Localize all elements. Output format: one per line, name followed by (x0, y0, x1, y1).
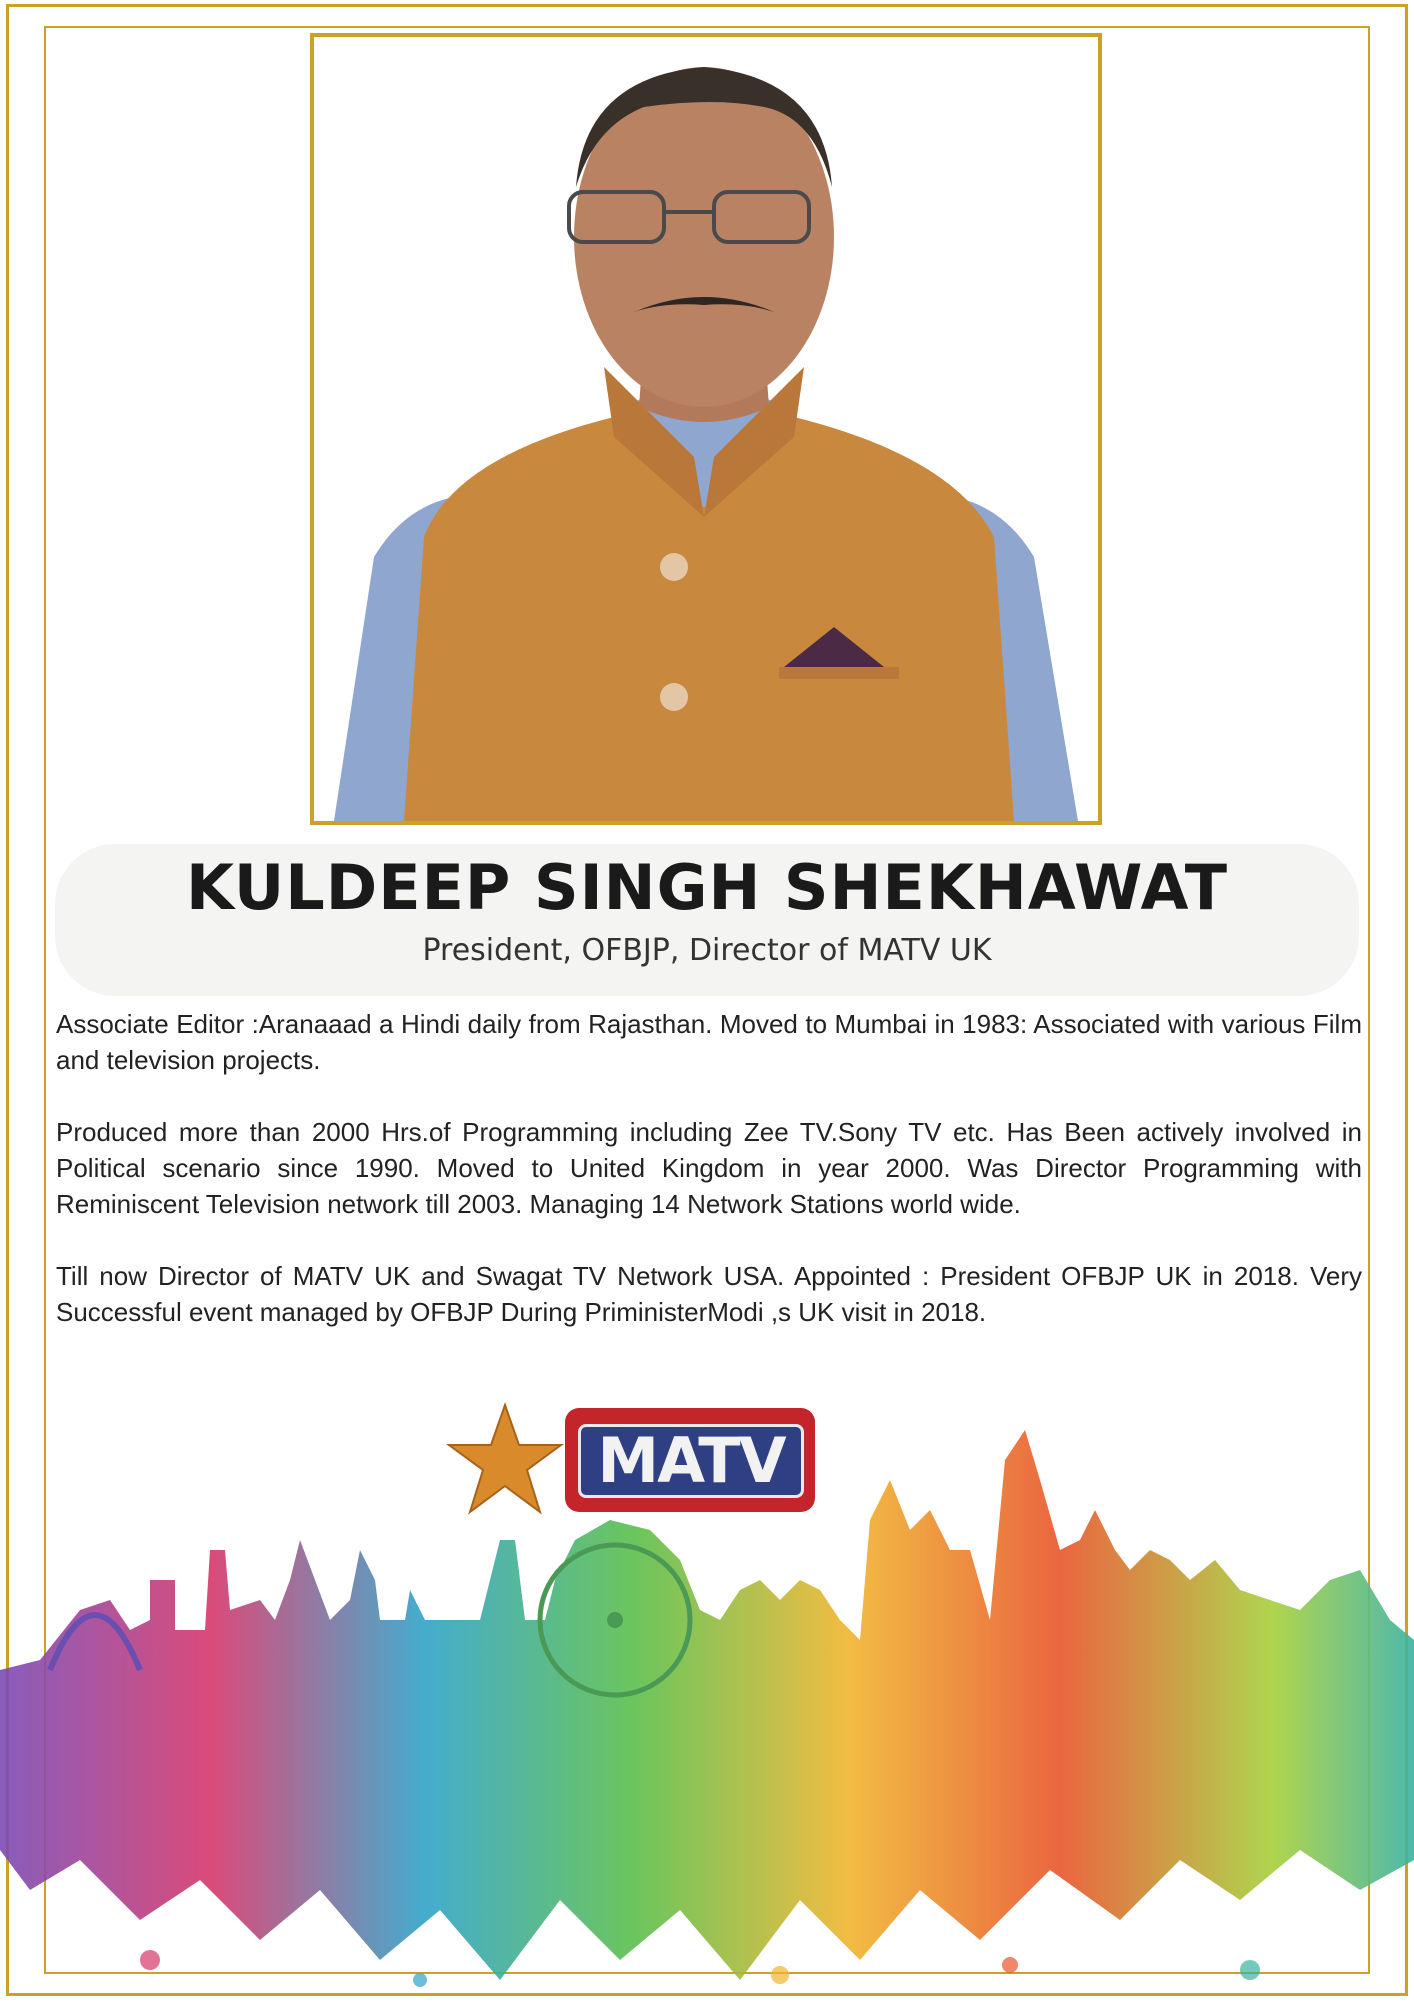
bio-paragraph-3: Till now Director of MATV UK and Swagat TV Network USA. Appointed : President OFBJP UK in 2018. Very Successful event managed by OFBJP During PriministerModi ,s UK visit in 2018. (56, 1261, 1362, 1327)
portrait-illustration (314, 37, 1098, 821)
matv-logo (445, 1400, 825, 1520)
bio-paragraph-2: Produced more than 2000 Hrs.of Programming including Zee TV.Sony TV etc. Has Been actively involved in Political scenario since 1990. Moved to United Kingdom in year 2000. Was Director Programming with Reminiscent Television network till 2003. Managing 14 Network Stations world wide. (56, 1117, 1362, 1219)
biography (56, 1006, 1362, 1366)
logo-text: MATV (597, 1424, 785, 1497)
person-title: President, OFBJP, Director of MATV UK (422, 933, 992, 968)
star-icon (445, 1400, 565, 1520)
person-name: KULDEEP SINGH SHEKHAWAT (185, 851, 1229, 924)
bio-paragraph-1: Associate Editor :Aranaaad a Hindi daily from Rajasthan. Moved to Mumbai in 1983: Associated with various Film and television projects. (56, 1009, 1362, 1075)
portrait-photo (310, 33, 1102, 825)
